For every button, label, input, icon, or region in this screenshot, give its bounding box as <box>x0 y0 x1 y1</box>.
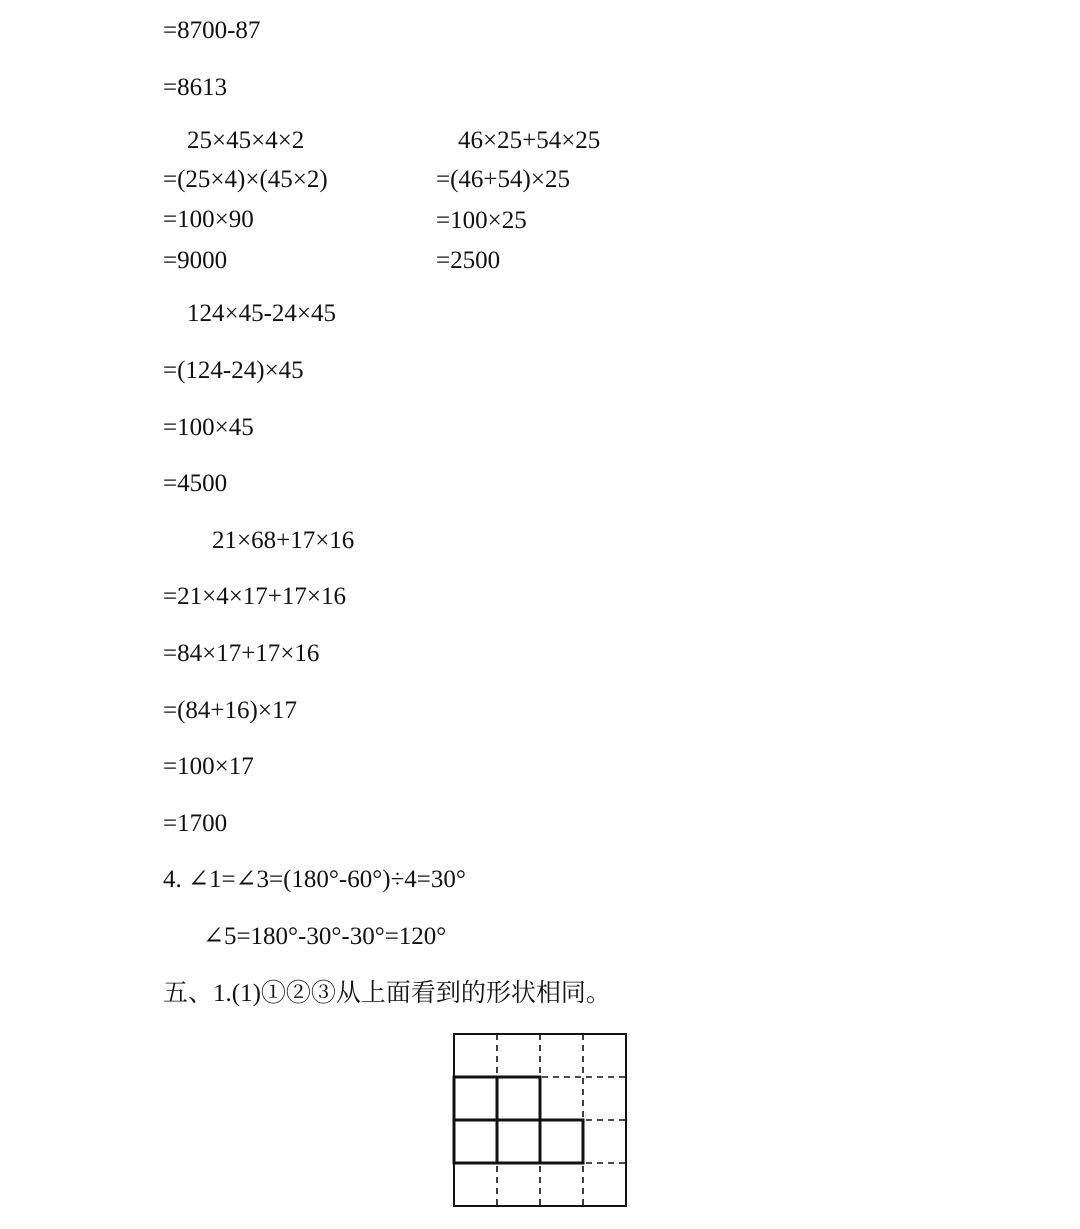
calc-e-step1: =21×4×17+17×16 <box>163 583 346 610</box>
calc-b-expression: 25×45×4×2 <box>187 127 305 154</box>
calc-a-step1: =8700-87 <box>163 17 261 44</box>
question-4-line2: ∠5=180°-30°-30°=120° <box>203 923 447 950</box>
calc-b-step3: =9000 <box>163 247 228 274</box>
calc-d-step2: =100×45 <box>163 414 254 441</box>
calc-d-step1: =(124-24)×45 <box>163 357 304 384</box>
grid-shaded-squares <box>454 1077 583 1163</box>
calc-c-step2: =100×25 <box>436 207 527 234</box>
calc-e-step5: =1700 <box>163 810 228 837</box>
grid-square <box>540 1120 583 1163</box>
calc-c-step1: =(46+54)×25 <box>436 166 570 193</box>
calc-a-step2: =8613 <box>163 74 228 101</box>
calc-c-step3: =2500 <box>436 247 501 274</box>
grid-square <box>454 1077 497 1120</box>
section-5-line1: 五、1.(1)①②③从上面看到的形状相同。 <box>163 980 611 1007</box>
calc-e-expression: 21×68+17×16 <box>212 527 355 554</box>
grid-square <box>497 1077 540 1120</box>
calc-d-expression: 124×45-24×45 <box>187 300 337 327</box>
calc-e-step2: =84×17+17×16 <box>163 640 320 667</box>
calc-b-step1: =(25×4)×(45×2) <box>163 166 328 193</box>
calc-e-step4: =100×17 <box>163 753 254 780</box>
top-view-grid-figure <box>452 1032 632 1212</box>
calc-c-expression: 46×25+54×25 <box>458 127 601 154</box>
calc-d-step3: =4500 <box>163 470 228 497</box>
grid-square <box>454 1120 497 1163</box>
calc-b-step2: =100×90 <box>163 206 254 233</box>
grid-square <box>497 1120 540 1163</box>
question-4-line1: 4. ∠1=∠3=(180°-60°)÷4=30° <box>163 866 466 893</box>
calc-e-step3: =(84+16)×17 <box>163 697 297 724</box>
